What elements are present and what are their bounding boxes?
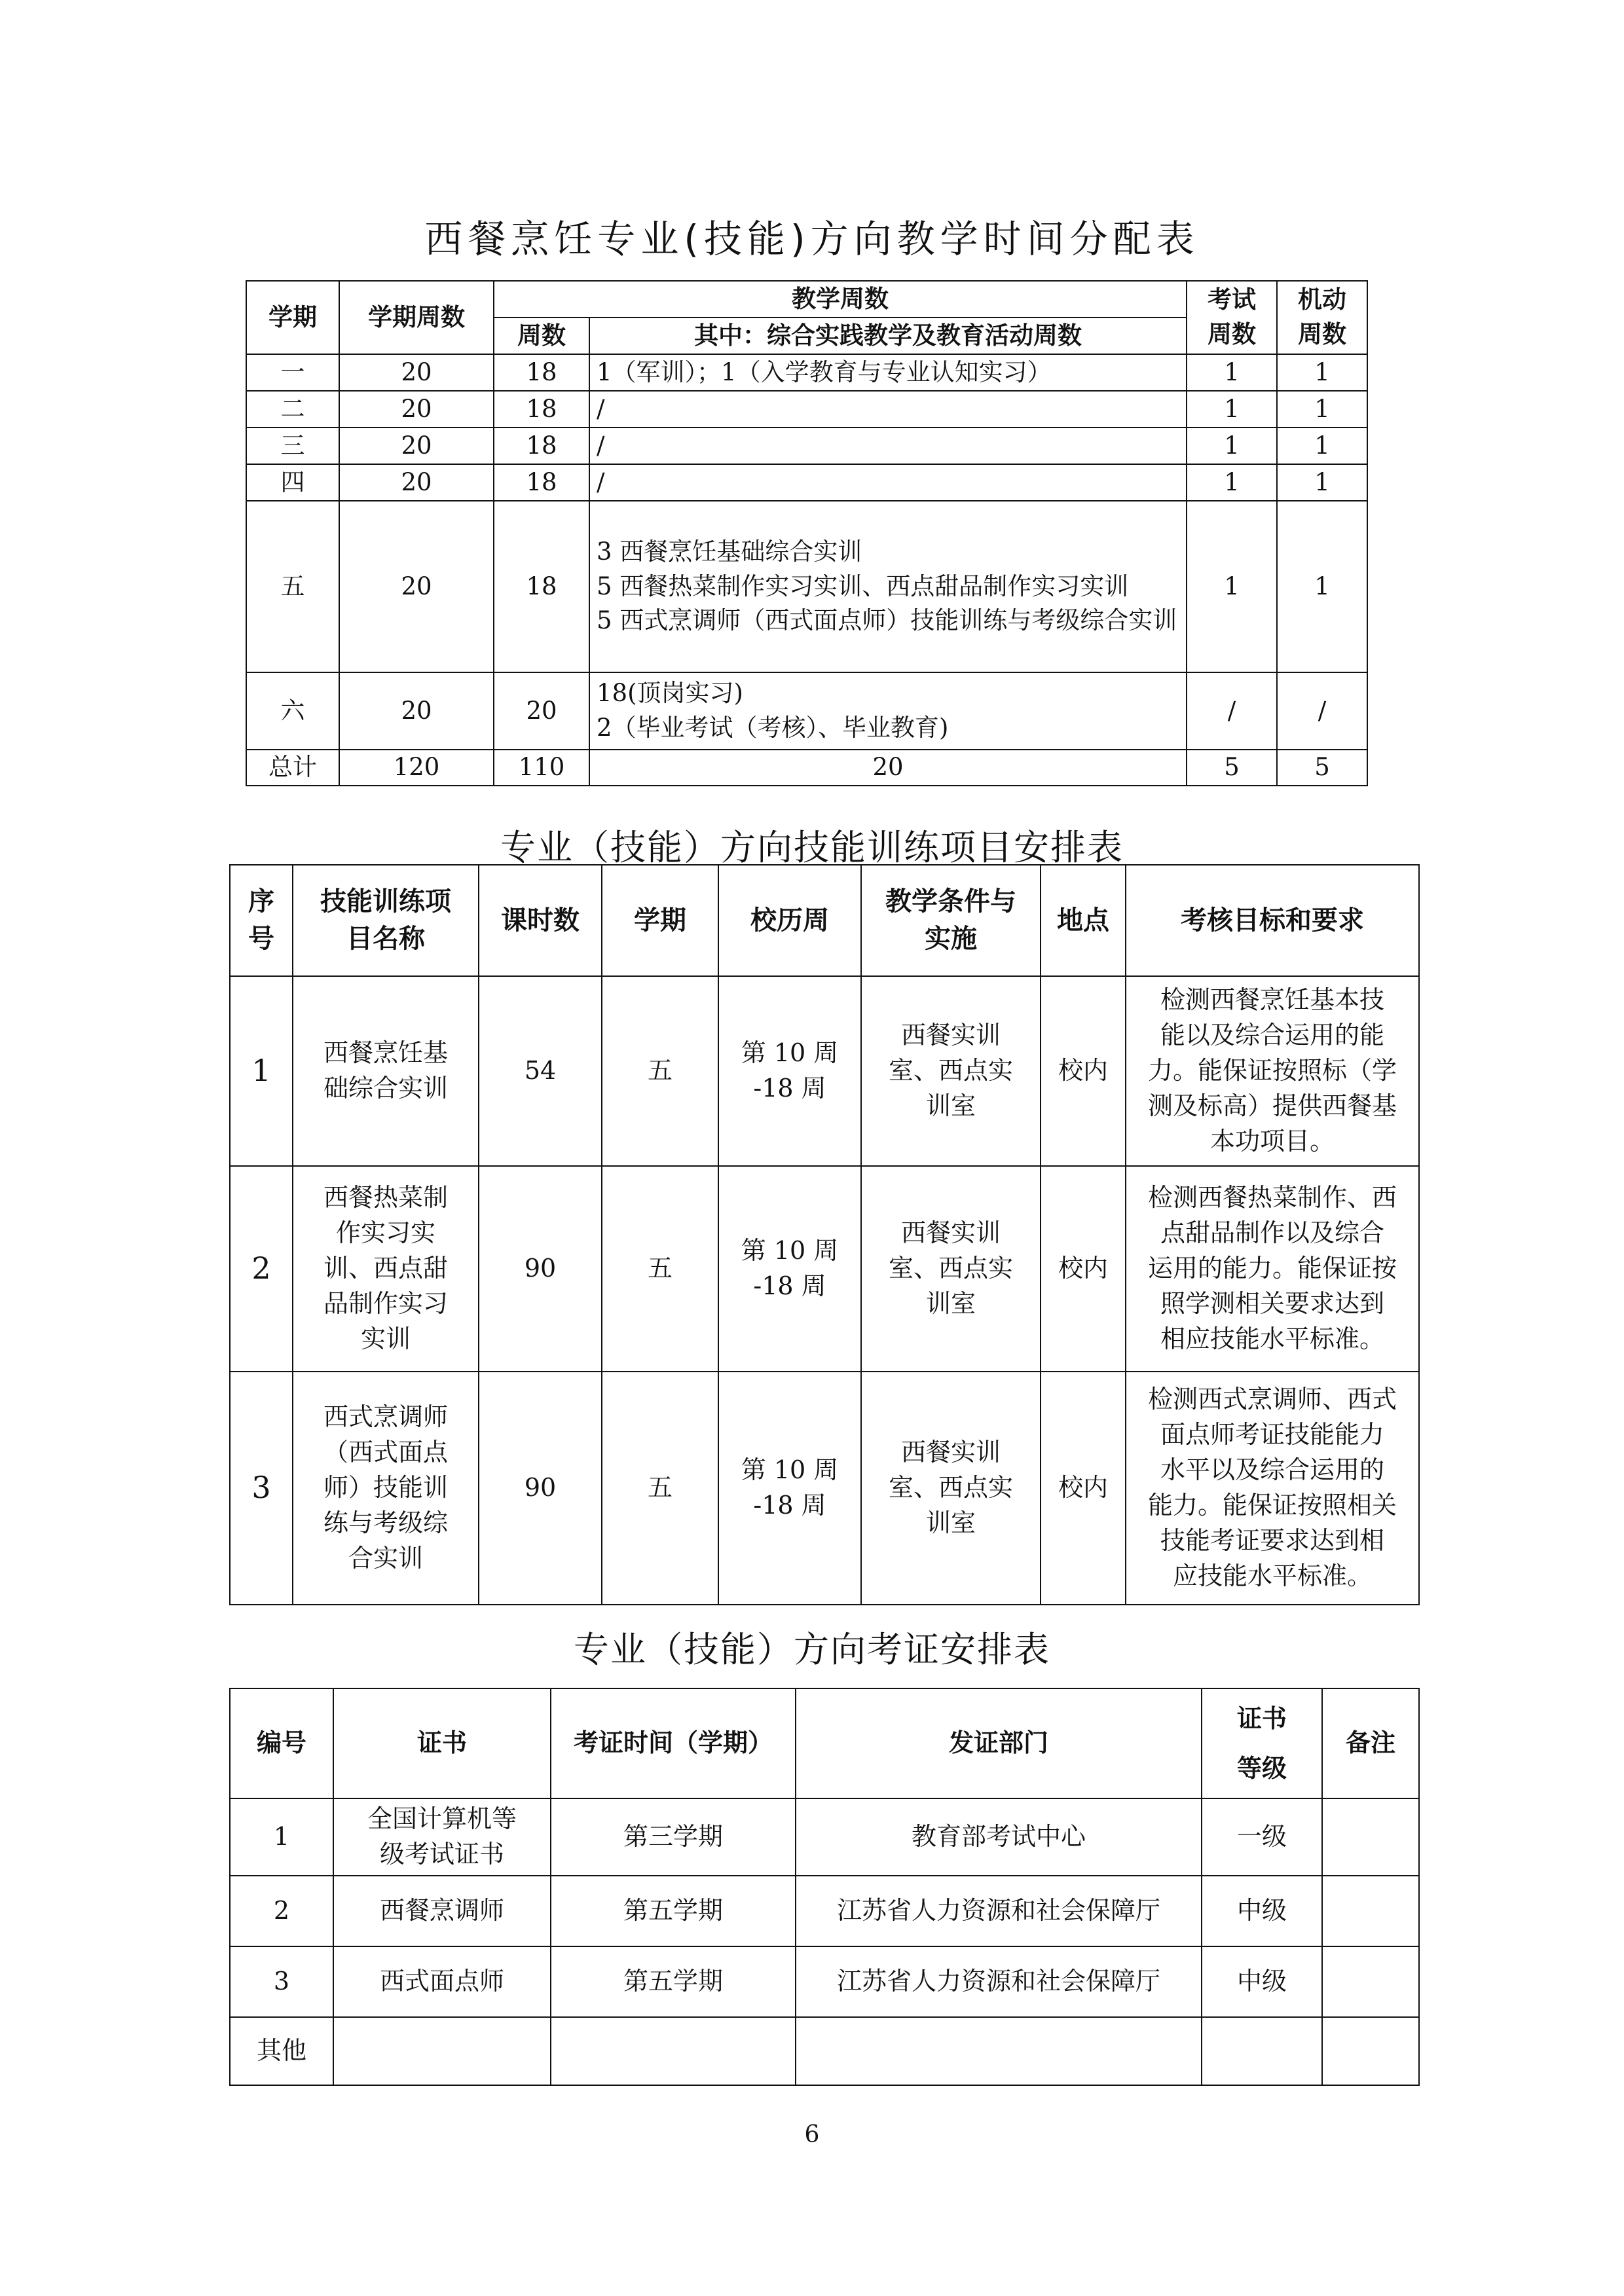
goals-cell-line: 运用的能力。能保证按	[1147, 1254, 1397, 1283]
exam-time-cell: 第五学期	[551, 1876, 796, 1946]
weeks-cell: 18	[494, 391, 589, 428]
exam-time-cell: 第三学期	[551, 1798, 796, 1876]
row-number: 2	[230, 1166, 293, 1372]
goals-cell-line: 力。能保证按照标（学	[1147, 1056, 1397, 1085]
weeks-cell: 18	[494, 501, 589, 672]
row-number: 3	[230, 1372, 293, 1605]
term-cell: 五	[602, 1372, 718, 1605]
goals-cell-line: 能力。能保证按照相关	[1147, 1491, 1397, 1520]
calendar-week-cell-line: -18 周	[753, 1074, 826, 1102]
header-goals: 考核目标和要求	[1126, 865, 1419, 976]
goals-cell	[1126, 1372, 1419, 1605]
goals-cell-line: 水平以及综合运用的	[1160, 1455, 1384, 1485]
table-row	[230, 2017, 1419, 2085]
issuing-dept-cell	[796, 2017, 1202, 2085]
cert-level-cell	[1202, 2017, 1322, 2085]
calendar-week-cell-line: 第 10 周	[741, 1236, 839, 1266]
issuing-dept-cell: 江苏省人力资源和社会保障厅	[796, 1876, 1202, 1946]
term-cell: 一	[246, 354, 339, 391]
practice-cell	[589, 464, 1187, 501]
time-allocation-table	[246, 280, 1368, 786]
header-term-weeks: 学期周数	[339, 281, 494, 354]
exam-weeks-cell: 1	[1187, 354, 1277, 391]
practice-cell-line: /	[597, 431, 605, 460]
row-number: 1	[230, 976, 293, 1166]
table-row	[246, 464, 1367, 501]
practice-cell-line: 1（军训）；1（入学教育与专业认知实习）	[597, 357, 1052, 386]
project-name-cell-line: （西式面点	[323, 1438, 448, 1467]
header-no: 序 号	[230, 865, 293, 976]
header-cert-level: 证书 等级	[1202, 1688, 1322, 1798]
calendar-week-cell	[718, 976, 861, 1166]
weeks-cell: 18	[494, 428, 589, 464]
flex-weeks-cell: 1	[1277, 391, 1367, 428]
certificate-cell	[333, 1876, 551, 1946]
conditions-cell-line: 西餐实训	[900, 1218, 1001, 1248]
conditions-cell-line: 训室	[925, 1091, 976, 1120]
project-name-cell-line: 练与考级综	[323, 1508, 448, 1537]
certificate-cell	[333, 1946, 551, 2017]
note-cell	[1322, 1946, 1419, 2017]
weeks-cell: 20	[494, 672, 589, 750]
term-weeks-cell: 20	[339, 672, 494, 750]
term-cell: 四	[246, 464, 339, 501]
cert-no-cell: 3	[230, 1946, 333, 2017]
weeks-cell: 18	[494, 464, 589, 501]
note-cell	[1322, 2017, 1419, 2085]
exam-weeks-cell: 1	[1187, 464, 1277, 501]
header-project-name: 技能训练项 目名称	[293, 865, 479, 976]
conditions-cell	[861, 1372, 1041, 1605]
term-weeks-cell: 20	[339, 391, 494, 428]
total-practice: 20	[589, 750, 1187, 786]
exam-weeks-cell: 1	[1187, 501, 1277, 672]
practice-cell-line: 2（毕业考试（考核）、毕业教育)	[597, 714, 949, 742]
goals-cell-line: 本功项目。	[1209, 1126, 1335, 1156]
table-row	[246, 501, 1367, 672]
header-weeks: 周数	[494, 318, 589, 354]
total-flex: 5	[1277, 750, 1367, 786]
note-cell	[1322, 1876, 1419, 1946]
practice-cell	[589, 501, 1187, 672]
conditions-cell-line: 训室	[925, 1508, 976, 1537]
header-practice-weeks: 其中：综合实践教学及教育活动周数	[589, 318, 1187, 354]
conditions-cell-line: 室、西点实	[888, 1254, 1013, 1283]
header-certificate: 证书	[333, 1688, 551, 1798]
total-label: 总计	[246, 750, 339, 786]
cert-level-cell: 一级	[1202, 1798, 1322, 1876]
hours-cell: 90	[479, 1372, 602, 1605]
skill-training-title: 专业（技能）方向技能训练项目安排表	[500, 827, 1124, 868]
total-row	[246, 750, 1367, 786]
practice-cell-line: /	[597, 467, 605, 496]
goals-cell-line: 相应技能水平标准。	[1160, 1324, 1384, 1353]
calendar-week-cell-line: -18 周	[753, 1271, 826, 1300]
practice-cell	[589, 391, 1187, 428]
header-cert-no: 编号	[230, 1688, 333, 1798]
goals-cell	[1126, 1166, 1419, 1372]
conditions-cell	[861, 1166, 1041, 1372]
cert-no-cell: 1	[230, 1798, 333, 1876]
header-note: 备注	[1322, 1688, 1419, 1798]
page-number: 6	[804, 2121, 820, 2148]
note-cell	[1322, 1798, 1419, 1876]
place-cell: 校内	[1041, 1372, 1126, 1605]
goals-cell	[1126, 976, 1419, 1166]
term-weeks-cell: 20	[339, 354, 494, 391]
calendar-week-cell	[718, 1166, 861, 1372]
table-row	[246, 391, 1367, 428]
goals-cell-line: 技能考证要求达到相	[1160, 1525, 1384, 1555]
term-cell: 三	[246, 428, 339, 464]
certificate-cell-line: 西餐烹调师	[379, 1896, 504, 1925]
certificate-cell-line: 全国计算机等	[367, 1804, 517, 1834]
calendar-week-cell-line: 第 10 周	[741, 1455, 839, 1485]
goals-cell-line: 能以及综合运用的能	[1160, 1021, 1384, 1050]
project-name-cell	[293, 1166, 479, 1372]
goals-cell-line: 应技能水平标准。	[1172, 1561, 1372, 1590]
header-exam-weeks: 考试 周数	[1187, 281, 1277, 354]
project-name-cell-line: 师）技能训	[323, 1473, 448, 1503]
cert-no-cell: 2	[230, 1876, 333, 1946]
weeks-cell: 18	[494, 354, 589, 391]
project-name-cell-line: 西餐热菜制	[323, 1183, 448, 1212]
place-cell: 校内	[1041, 976, 1126, 1166]
header-exam-time: 考证时间（学期）	[551, 1688, 796, 1798]
project-name-cell-line: 合实训	[348, 1543, 423, 1573]
conditions-cell-line: 室、西点实	[888, 1056, 1013, 1085]
skill-training-table	[229, 864, 1420, 1605]
table-row	[230, 1372, 1419, 1605]
term-cell: 五	[246, 501, 339, 672]
term-cell: 五	[602, 1166, 718, 1372]
total-exam: 5	[1187, 750, 1277, 786]
issuing-dept-cell: 教育部考试中心	[796, 1798, 1202, 1876]
time-allocation-title: 西餐烹饪专业(技能)方向教学时间分配表	[424, 217, 1200, 261]
table-row	[230, 1876, 1419, 1946]
conditions-cell-line: 西餐实训	[900, 1021, 1001, 1050]
exam-time-cell: 第五学期	[551, 1946, 796, 2017]
exam-weeks-cell: 1	[1187, 428, 1277, 464]
conditions-cell	[861, 976, 1041, 1166]
hours-cell: 90	[479, 1166, 602, 1372]
project-name-cell	[293, 976, 479, 1166]
header-term: 学期	[246, 281, 339, 354]
practice-cell	[589, 354, 1187, 391]
flex-weeks-cell: 1	[1277, 501, 1367, 672]
calendar-week-cell	[718, 1372, 861, 1605]
total-term-weeks: 120	[339, 750, 494, 786]
flex-weeks-cell: 1	[1277, 428, 1367, 464]
term-cell: 五	[602, 976, 718, 1166]
practice-cell-line: 3 西餐烹饪基础综合实训	[597, 538, 862, 566]
goals-cell-line: 照学测相关要求达到	[1160, 1288, 1384, 1318]
project-name-cell-line: 础综合实训	[323, 1074, 448, 1102]
goals-cell-line: 检测西餐烹饪基本技	[1160, 985, 1384, 1015]
certificate-cell-line: 级考试证书	[379, 1840, 504, 1868]
place-cell: 校内	[1041, 1166, 1126, 1372]
calendar-week-cell-line: -18 周	[753, 1491, 826, 1520]
flex-weeks-cell: 1	[1277, 464, 1367, 501]
header-flex-weeks: 机动 周数	[1277, 281, 1367, 354]
term-weeks-cell: 20	[339, 464, 494, 501]
conditions-cell-line: 西餐实训	[900, 1438, 1001, 1467]
total-weeks: 110	[494, 750, 589, 786]
practice-cell	[589, 428, 1187, 464]
certification-title: 专业（技能）方向考证安排表	[574, 1629, 1050, 1670]
header-calendar-week: 校历周	[718, 865, 861, 976]
term-weeks-cell: 20	[339, 501, 494, 672]
exam-time-cell	[551, 2017, 796, 2085]
cert-level-cell: 中级	[1202, 1946, 1322, 2017]
table-row	[230, 1946, 1419, 2017]
certificate-cell-line: 西式面点师	[379, 1967, 504, 1996]
practice-cell	[589, 672, 1187, 750]
certificate-cell	[333, 2017, 551, 2085]
certification-table	[229, 1688, 1420, 2086]
practice-cell-line: 5 西式烹调师（西式面点师）技能训练与考级综合实训	[597, 606, 1177, 635]
project-name-cell-line: 实训	[360, 1324, 411, 1353]
project-name-cell-line: 品制作实习	[323, 1288, 448, 1318]
header-conditions: 教学条件与 实施	[861, 865, 1041, 976]
certificate-cell	[333, 1798, 551, 1876]
cert-level-cell: 中级	[1202, 1876, 1322, 1946]
goals-cell-line: 点甜品制作以及综合	[1160, 1218, 1384, 1248]
issuing-dept-cell: 江苏省人力资源和社会保障厅	[796, 1946, 1202, 2017]
table-row	[246, 428, 1367, 464]
goals-cell-line: 检测西式烹调师、西式	[1147, 1385, 1397, 1414]
conditions-cell-line: 训室	[925, 1288, 976, 1318]
table-row	[230, 1166, 1419, 1372]
exam-weeks-cell: /	[1187, 672, 1277, 750]
term-cell: 六	[246, 672, 339, 750]
table-row	[230, 1798, 1419, 1876]
project-name-cell-line: 训、西点甜	[323, 1254, 448, 1283]
exam-weeks-cell: 1	[1187, 391, 1277, 428]
conditions-cell-line: 室、西点实	[888, 1473, 1013, 1503]
table-row	[246, 672, 1367, 750]
term-cell: 二	[246, 391, 339, 428]
goals-cell-line: 检测西餐热菜制作、西	[1147, 1183, 1397, 1212]
goals-cell-line: 面点师考证技能能力	[1160, 1420, 1384, 1449]
project-name-cell-line: 西餐烹饪基	[323, 1038, 448, 1068]
cert-no-cell: 其他	[230, 2017, 333, 2085]
hours-cell: 54	[479, 976, 602, 1166]
table-row	[246, 354, 1367, 391]
flex-weeks-cell: 1	[1277, 354, 1367, 391]
term-weeks-cell: 20	[339, 428, 494, 464]
header-term: 学期	[602, 865, 718, 976]
goals-cell-line: 测及标高）提供西餐基	[1147, 1091, 1397, 1120]
project-name-cell-line: 作实习实	[335, 1218, 435, 1248]
header-hours: 课时数	[479, 865, 602, 976]
practice-cell-line: /	[597, 394, 605, 423]
header-issuing-dept: 发证部门	[796, 1688, 1202, 1798]
table-row	[230, 976, 1419, 1166]
practice-cell-line: 5 西餐热菜制作实习实训、西点甜品制作实习实训	[597, 572, 1129, 600]
header-teaching-weeks: 教学周数	[494, 281, 1187, 318]
project-name-cell-line: 西式烹调师	[323, 1402, 448, 1432]
calendar-week-cell-line: 第 10 周	[741, 1038, 839, 1068]
flex-weeks-cell: /	[1277, 672, 1367, 750]
project-name-cell	[293, 1372, 479, 1605]
header-place: 地点	[1041, 865, 1126, 976]
practice-cell-line: 18(顶岗实习)	[597, 679, 743, 708]
